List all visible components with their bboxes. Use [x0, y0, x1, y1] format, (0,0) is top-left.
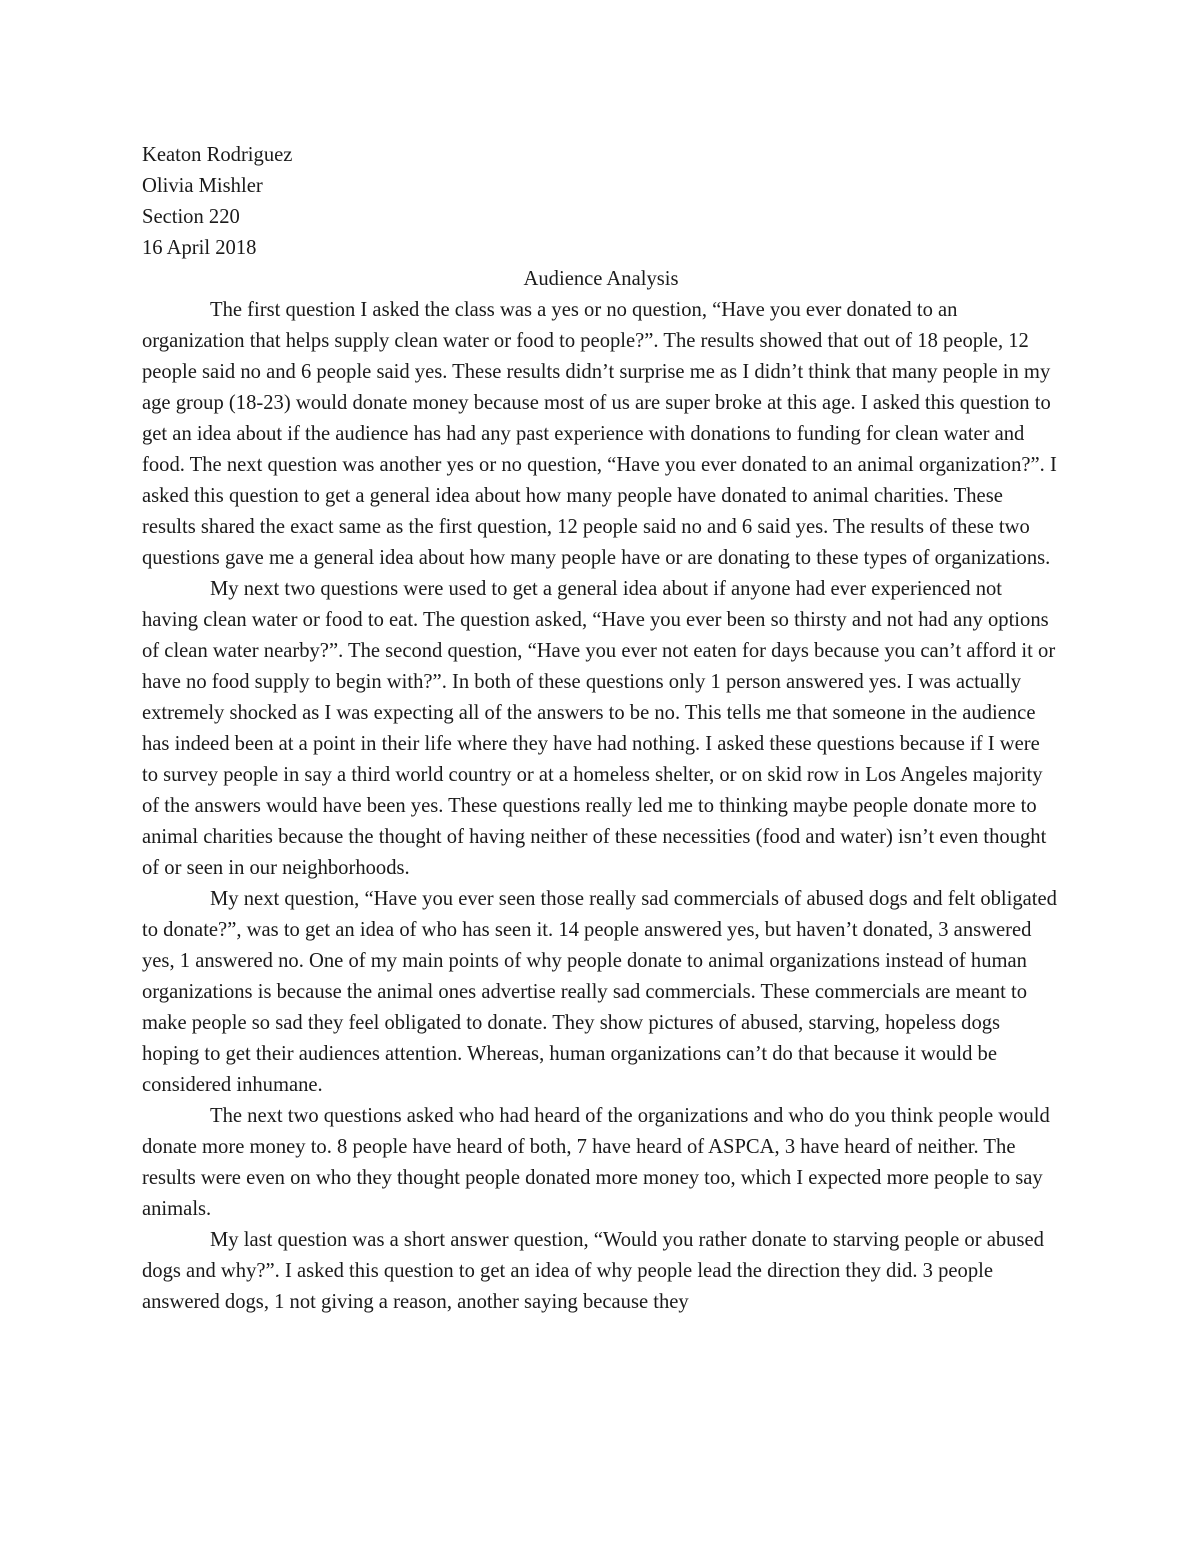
paragraph: The first question I asked the class was a yes or no question, “Have you ever donated to an organization that helps supply clean water or food to people?”. The results showed that out of 18 people, 12 people said no and 6 people said yes. These results didn’t surprise me as I didn’t think that many people in my age group (18-23) would donate money because most of us are super broke at this age. I asked this question to get an idea about if the audience has had any past experience with donations to funding for clean water and food. The next question was another yes or no question, “Have you ever donated to an animal organization?”. I asked this question to get a general idea about how many people have donated to animal charities. These results shared the exact same as the first question, 12 people said no and 6 said yes. The results of these two questions gave me a general idea about how many people have or are donating to these types of organizations. — [142, 299, 1057, 569]
course-section: Section 220 — [142, 206, 240, 228]
paragraph: My next two questions were used to get a general idea about if anyone had ever experienced not having clean water or food to eat. The question asked, “Have you ever been so thirsty and not had any options of clean water nearby?”. The second question, “Have you ever not eaten for days because you can’t afford it or have no food supply to begin with?”. In both of these questions only 1 person answered yes. I was actually extremely shocked as I was expecting all of the answers to be no. This tells me that someone in the audience has indeed been at a point in their life where they have had nothing. I asked these questions because if I were to survey people in say a third world country or at a homeless shelter, or on skid row in Los Angeles majority of the answers would have been yes. These questions really led me to thinking maybe people donate more to animal charities because the thought of having neither of these necessities (food and water) isn’t even thought of or seen in our neighborhoods. — [142, 578, 1056, 879]
paragraph: The next two questions asked who had heard of the organizations and who do you think people would donate more money to. 8 people have heard of both, 7 have heard of ASPCA, 3 have heard of neither. The results were even on who they thought people donated more money too, which I expected more people to say animals. — [142, 1105, 1050, 1220]
document-title: Audience Analysis — [523, 268, 679, 290]
document-body — [142, 140, 1060, 1318]
paragraph: My next question, “Have you ever seen those really sad commercials of abused dogs and felt obligated to donate?”, was to get an idea of who has seen it. 14 people answered yes, but haven’t donated, 3 answered yes, 1 answered no. One of my main points of why people donate to animal organizations instead of human organizations is because the animal ones advertise really sad commercials. These commercials are meant to make people so sad they feel obligated to donate. They show pictures of abused, starving, hopeless dogs hoping to get their audiences attention. Whereas, human organizations can’t do that because it would be considered inhumane. — [142, 888, 1057, 1096]
document-date: 16 April 2018 — [142, 237, 257, 259]
author-name: Keaton Rodriguez — [142, 144, 293, 166]
paragraph: My last question was a short answer question, “Would you rather donate to starving people or abused dogs and why?”. I asked this question to get an idea of why people lead the direction they did. 3 people answered dogs, 1 not giving a reason, another saying because they — [142, 1229, 1044, 1313]
instructor-name: Olivia Mishler — [142, 175, 263, 197]
